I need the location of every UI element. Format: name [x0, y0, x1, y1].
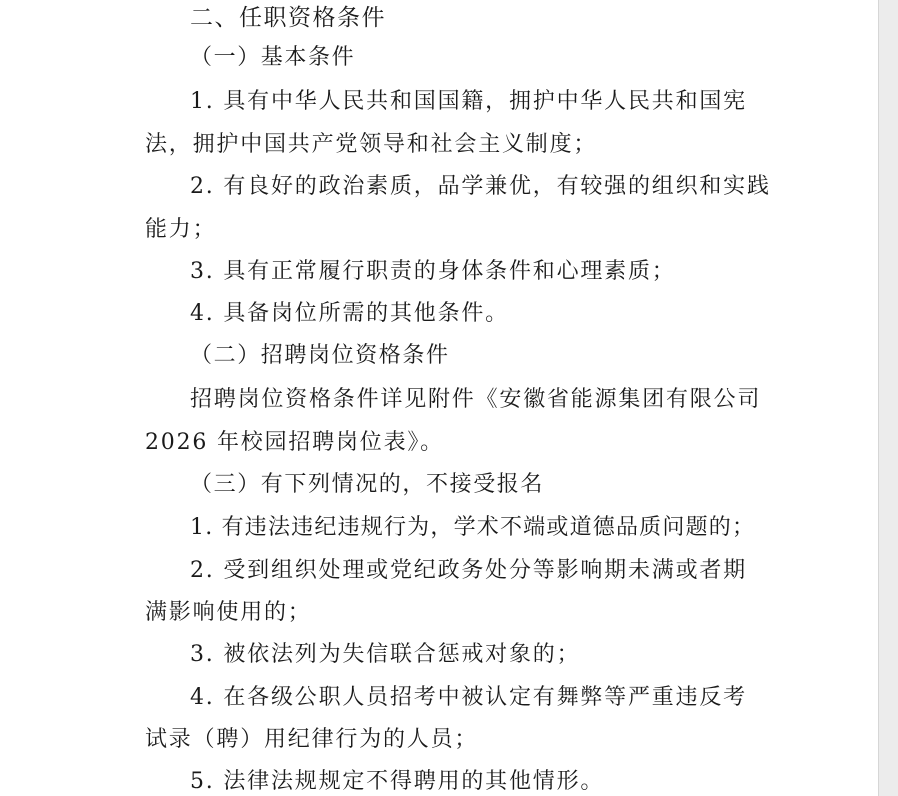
disqualification-4-line-2: 试录（聘）用纪律行为的人员； [145, 727, 479, 752]
subsection-title-basic-conditions: （一）基本条件 [190, 45, 356, 70]
disqualification-2-line-2: 满影响使用的； [145, 600, 312, 625]
position-requirements-line-2: 2026 年校园招聘岗位表》。 [145, 430, 444, 455]
disqualification-2-line-1: 2. 受到组织处理或党纪政务处分等影响期未满或者期 [190, 558, 747, 583]
position-requirements-line-1: 招聘岗位资格条件详见附件《安徽省能源集团有限公司 [190, 387, 762, 412]
basic-condition-2-line-1: 2. 有良好的政治素质，品学兼优，有较强的组织和实践 [190, 174, 771, 199]
basic-condition-1-line-1: 1. 具有中华人民共和国国籍，拥护中华人民共和国宪 [190, 89, 747, 114]
basic-condition-1-line-2: 法，拥护中国共产党领导和社会主义制度； [145, 132, 598, 157]
disqualification-1: 1. 有违法违纪违规行为，学术不端或道德品质问题的； [190, 515, 756, 540]
subsection-title-position-requirements: （二）招聘岗位资格条件 [190, 343, 450, 368]
disqualification-4-line-1: 4. 在各级公职人员招考中被认定有舞弊等严重违反考 [190, 685, 747, 710]
disqualification-5: 5. 法律法规规定不得聘用的其他情形。 [190, 769, 605, 794]
basic-condition-3: 3. 具有正常履行职责的身体条件和心理素质； [190, 259, 676, 284]
basic-condition-4: 4. 具备岗位所需的其他条件。 [190, 301, 509, 326]
disqualification-3: 3. 被依法列为失信联合惩戒对象的； [190, 642, 581, 667]
viewer-scroll-area[interactable] [879, 0, 898, 796]
subsection-title-disqualifications: （三）有下列情况的，不接受报名 [190, 472, 545, 497]
basic-condition-2-line-2: 能力； [145, 217, 217, 242]
section-heading-qualifications: 二、任职资格条件 [190, 5, 386, 31]
